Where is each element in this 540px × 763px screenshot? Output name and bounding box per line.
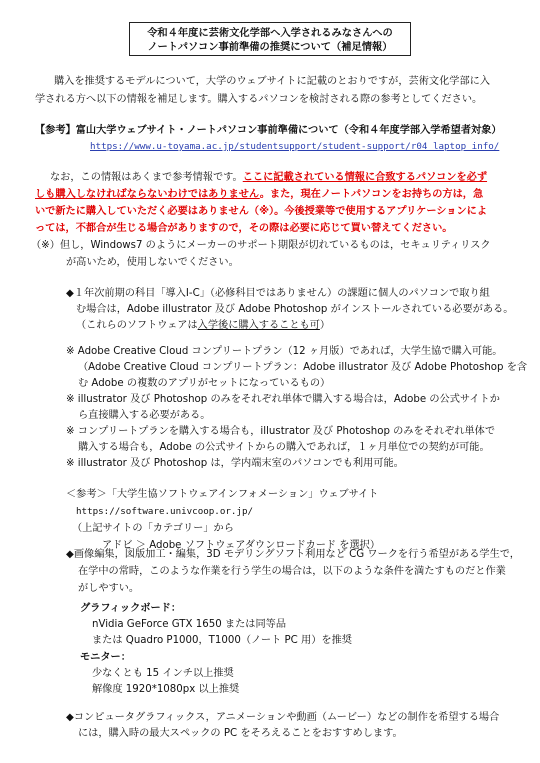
- note-1-line-2: （Adobe Creative Cloud コンプリートプラン：Adobe illustrator 及び Adobe Photoshop を含: [78, 362, 528, 373]
- title-line-2: ノートパソコン事前準備の推奨について（補足情報）: [147, 41, 393, 53]
- note-line-3: いで新たに購入していただく必要はありません（※）。今後授業等で使用するアプリケーションによ: [35, 206, 488, 217]
- note-2-line-2: ら直接購入する必要がある。: [78, 410, 211, 421]
- course-note-close: ）: [319, 320, 331, 331]
- course-note-underline: 入学後に購入することも可: [197, 320, 320, 331]
- note-3-line-1: ※ コンプリートプランを購入する場合も，illustrator 及び Photoshop のみをそれぞれ単体で: [66, 426, 496, 437]
- coop-line-3: （上記サイトの「カテゴリー」から: [72, 523, 234, 534]
- monitor-line-1: 少なくとも 15 インチ以上推奨: [92, 668, 234, 679]
- title-box: [129, 22, 411, 56]
- cg-line-2: 在学中の常時，このような作業を行う学生の場合は，以下のような条件を満たすものだと作業: [78, 566, 506, 577]
- note-emphasis: ここに記載されている情報に合致するパソコンを必ず: [242, 172, 488, 183]
- note-line-4: っては，不都合が生じる場合がありますので，その際は必要に応じて買い替えてください。: [35, 223, 453, 234]
- monitor-line-2: 解像度 1920*1080px 以上推奨: [92, 684, 240, 695]
- coop-line-4: アドビ ＞ Adobe ソフトウェアダウンロードカード を選択）: [102, 540, 381, 551]
- cg-line-3: がしやすい。: [78, 583, 140, 594]
- final-line-2: には，購入時の最大スペックの PC をそろえることをおすすめします。: [78, 728, 403, 739]
- gpu-line-1: nVidia GeForce GTX 1650 または同等品: [92, 619, 287, 630]
- note-emphasis-cont: しも購入しなければならないわけではありません: [35, 189, 260, 200]
- coop-url[interactable]: https://software.univcoop.or.jp/: [76, 506, 254, 517]
- asterisk-line-1: （※）但し，Windows7 のようにメーカーのサポート期限が切れているものは，セキュリティリスク: [31, 240, 491, 251]
- title-line-1: 令和４年度に芸術文化学部へ入学されるみなさんへの: [147, 27, 393, 39]
- reference-label: 【参考】: [35, 125, 76, 136]
- gpu-label: グラフィックボード：: [80, 603, 182, 614]
- final-line-1: ◆コンピュータグラフィックス，アニメーションや動画（ムービー）などの制作を希望する場合: [66, 712, 500, 723]
- note-1-line-1: ※ Adobe Creative Cloud コンプリートプラン（12 ヶ月版）であれば，大学生協で購入可能。: [66, 346, 503, 357]
- note-2-line-1: ※ illustrator 及び Photoshop のみをそれぞれ単体で購入する場合は，Adobe の公式サイトか: [66, 394, 500, 405]
- note-line-1: [50, 171, 487, 185]
- note-red-text: 。また，現在ノートパソコンをお持ちの方は，急: [259, 189, 484, 200]
- note-1-line-3: む Adobe の複数のアプリがセットになっているもの）: [78, 378, 331, 389]
- course-line-3: [76, 319, 330, 333]
- note-line-2: [35, 188, 483, 202]
- note-4-line-1: ※ illustrator 及び Photoshop は，学内端末室のパソコンでも利用可能。: [66, 458, 404, 469]
- note-3-line-2: 購入する場合も，Adobe の公式サイトからの購入であれば，１ヶ月単位での契約が可能。: [78, 442, 490, 453]
- intro-line-2: 学される方へ以下の情報を補足します。購入するパソコンを検討される際の参考としてください。: [35, 94, 483, 105]
- course-line-1: ◆１年次前期の科目「導入Ⅰ-C」（必修科目ではありません）の課題に個人のパソコンで取り組: [66, 288, 490, 299]
- course-line-2: む場合は，Adobe illustrator 及び Adobe Photoshop がインストールされている必要がある。: [76, 304, 514, 315]
- reference-text: 富山大学ウェブサイト・ノートパソコン事前準備について（令和４年度学部入学希望者対象）: [75, 125, 502, 136]
- course-note-text: （これらのソフトウェアは: [76, 320, 198, 331]
- coop-heading: ＜参考＞「大学生協ソフトウェアインフォメーション」ウェブサイト: [66, 489, 379, 500]
- asterisk-line-2: が高いため，使用しないでください。: [66, 257, 239, 268]
- gpu-line-2: または Quadro P1000，T1000（ノート PC 用）を推奨: [92, 635, 352, 646]
- reference-link[interactable]: https://www.u-toyama.ac.jp/studentsupport/student-support/r04_laptop_info/: [90, 141, 500, 152]
- cg-line-1: ◆画像編集，図版加工・編集，3D モデリングソフト利用など CG ワークを行う希望がある学生で，: [66, 549, 520, 560]
- intro-line-1: 購入を推奨するモデルについて，大学のウェブサイトに記載のとおりですが，芸術文化学部に入: [54, 76, 491, 87]
- reference-heading: [35, 124, 502, 138]
- note-text: なお，この情報はあくまで参考情報です。: [50, 172, 243, 183]
- monitor-label: モニター：: [80, 652, 131, 663]
